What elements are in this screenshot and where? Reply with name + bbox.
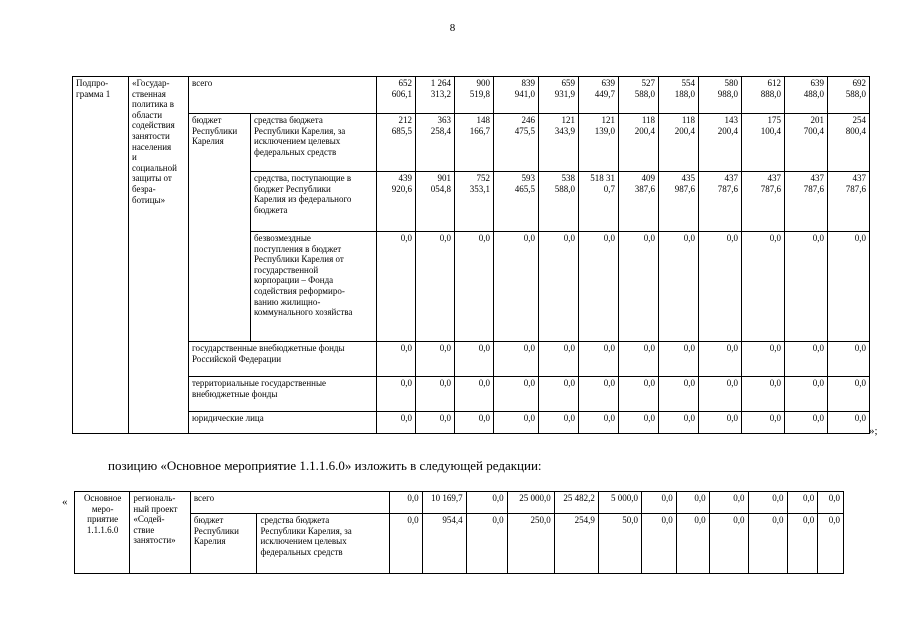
value-cell: 0,0 xyxy=(539,232,579,342)
value-cell: 5 000,0 xyxy=(598,492,641,514)
value-cell: 0,0 xyxy=(389,492,422,514)
value-cell: 0,0 xyxy=(416,377,455,412)
table-row xyxy=(75,514,844,574)
value-cell: 0,0 xyxy=(699,412,742,434)
table-row xyxy=(73,412,870,434)
value-cell: 0,0 xyxy=(455,412,494,434)
subprogram-table xyxy=(72,76,870,434)
value-cell: 246 475,5 xyxy=(494,114,539,172)
value-cell: 0,0 xyxy=(455,342,494,377)
value-cell: 50,0 xyxy=(598,514,641,574)
value-cell: 0,0 xyxy=(539,342,579,377)
value-cell: 538 588,0 xyxy=(539,172,579,232)
table-row xyxy=(75,492,844,514)
row-label: всего xyxy=(189,77,377,114)
table-row xyxy=(73,377,870,412)
event-title: региональ- ный проект «Содей- ствие занятости» xyxy=(133,493,178,546)
value-cell: 692 588,0 xyxy=(828,77,870,114)
value-cell: 901 054,8 xyxy=(416,172,455,232)
event-name: Основное меро- приятие 1.1.1.6.0 xyxy=(83,493,122,535)
page-number: 8 xyxy=(449,22,456,34)
value-cell: 0,0 xyxy=(619,232,659,342)
value-cell: 250,0 xyxy=(507,514,554,574)
value-cell: 752 353,1 xyxy=(455,172,494,232)
value-cell: 0,0 xyxy=(579,412,619,434)
value-cell: 639 449,7 xyxy=(579,77,619,114)
budget-group-cell: бюджет Республики Карелия xyxy=(189,114,251,342)
value-cell: 0,0 xyxy=(699,232,742,342)
value-cell: 0,0 xyxy=(466,492,507,514)
value-cell: 0,0 xyxy=(787,514,818,574)
value-cell: 0,0 xyxy=(828,342,870,377)
value-cell: 0,0 xyxy=(377,412,416,434)
table-row xyxy=(73,77,870,114)
value-cell: 254,9 xyxy=(554,514,598,574)
value-cell: 0,0 xyxy=(699,377,742,412)
value-cell: 0,0 xyxy=(466,514,507,574)
row-label: всего xyxy=(190,492,389,514)
value-cell: 0,0 xyxy=(828,377,870,412)
value-cell: 554 188,0 xyxy=(659,77,699,114)
value-cell: 0,0 xyxy=(676,514,709,574)
value-cell: 148 166,7 xyxy=(455,114,494,172)
value-cell: 0,0 xyxy=(742,232,785,342)
value-cell: 0,0 xyxy=(539,377,579,412)
value-cell: 0,0 xyxy=(455,377,494,412)
value-cell: 0,0 xyxy=(579,377,619,412)
value-cell: 409 387,6 xyxy=(619,172,659,232)
value-cell: 0,0 xyxy=(785,377,828,412)
program-name: Подпро- грамма 1 xyxy=(76,78,111,99)
value-cell: 527 588,0 xyxy=(619,77,659,114)
value-cell: 0,0 xyxy=(748,492,787,514)
value-cell: 0,0 xyxy=(785,412,828,434)
table-row xyxy=(73,114,870,172)
value-cell: 0,0 xyxy=(641,514,676,574)
value-cell: 0,0 xyxy=(659,412,699,434)
program-title: «Государ- ственная политика в области содействия занятости населения и социальной защиты от безра- ботицы» xyxy=(132,78,177,205)
value-cell: 0,0 xyxy=(377,377,416,412)
value-cell: 0,0 xyxy=(389,514,422,574)
value-cell: 25 000,0 xyxy=(507,492,554,514)
value-cell: 1 264 313,2 xyxy=(416,77,455,114)
value-cell: 0,0 xyxy=(785,232,828,342)
row-label: средства, поступающие в бюджет Республики Карелия из федерального бюджета xyxy=(251,172,377,232)
event-table xyxy=(74,491,844,574)
value-cell: 121 139,0 xyxy=(579,114,619,172)
value-cell: 0,0 xyxy=(699,342,742,377)
value-cell: 25 482,2 xyxy=(554,492,598,514)
value-cell: 212 685,5 xyxy=(377,114,416,172)
row-label: средства бюджета Республики Карелия, за исключением целевых федеральных средств xyxy=(251,114,377,172)
row-label: средства бюджета Республики Карелия, за исключением целевых федеральных средств xyxy=(257,514,389,574)
value-cell: 0,0 xyxy=(494,232,539,342)
value-cell: 0,0 xyxy=(742,377,785,412)
value-cell: 437 787,6 xyxy=(828,172,870,232)
value-cell: 0,0 xyxy=(494,342,539,377)
value-cell: 0,0 xyxy=(787,492,818,514)
event-title-cell xyxy=(130,492,190,574)
closing-quote: »; xyxy=(869,425,878,437)
value-cell: 437 787,6 xyxy=(785,172,828,232)
value-cell: 10 169,7 xyxy=(422,492,466,514)
value-cell: 0,0 xyxy=(619,342,659,377)
value-cell: 118 200,4 xyxy=(619,114,659,172)
value-cell: 0,0 xyxy=(494,377,539,412)
value-cell: 0,0 xyxy=(828,412,870,434)
table-row xyxy=(73,342,870,377)
value-cell: 0,0 xyxy=(579,342,619,377)
value-cell: 0,0 xyxy=(748,514,787,574)
program-name-cell xyxy=(73,77,129,434)
value-cell: 0,0 xyxy=(579,232,619,342)
value-cell: 0,0 xyxy=(785,342,828,377)
value-cell: 0,0 xyxy=(494,412,539,434)
program-title-cell xyxy=(129,77,189,434)
value-cell: 0,0 xyxy=(659,377,699,412)
value-cell: 0,0 xyxy=(619,412,659,434)
value-cell: 580 988,0 xyxy=(699,77,742,114)
row-label: юридические лица xyxy=(189,412,377,434)
budget-group-cell: бюджет Республики Карелия xyxy=(190,514,257,574)
event-name-cell xyxy=(75,492,130,574)
instruction-text: позицию «Основное мероприятие 1.1.1.6.0» изложить в следующей редакции: xyxy=(108,458,542,473)
value-cell: 201 700,4 xyxy=(785,114,828,172)
value-cell: 121 343,9 xyxy=(539,114,579,172)
value-cell: 0,0 xyxy=(742,412,785,434)
value-cell: 0,0 xyxy=(659,342,699,377)
value-cell: 0,0 xyxy=(539,412,579,434)
value-cell: 612 888,0 xyxy=(742,77,785,114)
value-cell: 659 931,9 xyxy=(539,77,579,114)
value-cell: 175 100,4 xyxy=(742,114,785,172)
value-cell: 0,0 xyxy=(641,492,676,514)
value-cell: 0,0 xyxy=(619,377,659,412)
value-cell: 518 31 0,7 xyxy=(579,172,619,232)
value-cell: 439 920,6 xyxy=(377,172,416,232)
row-label: безвозмездные поступления в бюджет Республики Карелия от государственной корпорации – Фонда содействия реформиро- ванию жилищно- коммунального хозяйства xyxy=(251,232,377,342)
value-cell: 143 200,4 xyxy=(699,114,742,172)
value-cell: 437 787,6 xyxy=(742,172,785,232)
value-cell: 954,4 xyxy=(422,514,466,574)
value-cell: 639 488,0 xyxy=(785,77,828,114)
value-cell: 0,0 xyxy=(455,232,494,342)
value-cell: 0,0 xyxy=(709,492,748,514)
value-cell: 0,0 xyxy=(818,492,844,514)
row-label: территориальные государственные внебюджетные фонды xyxy=(189,377,377,412)
value-cell: 0,0 xyxy=(742,342,785,377)
value-cell: 0,0 xyxy=(416,232,455,342)
value-cell: 118 200,4 xyxy=(659,114,699,172)
value-cell: 900 519,8 xyxy=(455,77,494,114)
value-cell: 435 987,6 xyxy=(659,172,699,232)
value-cell: 839 941,0 xyxy=(494,77,539,114)
value-cell: 254 800,4 xyxy=(828,114,870,172)
value-cell: 437 787,6 xyxy=(699,172,742,232)
opening-quote: « xyxy=(62,496,68,508)
row-label: государственные внебюджетные фонды Российской Федерации xyxy=(189,342,377,377)
value-cell: 0,0 xyxy=(709,514,748,574)
value-cell: 652 606,1 xyxy=(377,77,416,114)
value-cell: 593 465,5 xyxy=(494,172,539,232)
value-cell: 0,0 xyxy=(818,514,844,574)
value-cell: 0,0 xyxy=(659,232,699,342)
value-cell: 0,0 xyxy=(676,492,709,514)
value-cell: 0,0 xyxy=(377,232,416,342)
value-cell: 0,0 xyxy=(377,342,416,377)
value-cell: 0,0 xyxy=(416,342,455,377)
value-cell: 363 258,4 xyxy=(416,114,455,172)
value-cell: 0,0 xyxy=(828,232,870,342)
value-cell: 0,0 xyxy=(416,412,455,434)
